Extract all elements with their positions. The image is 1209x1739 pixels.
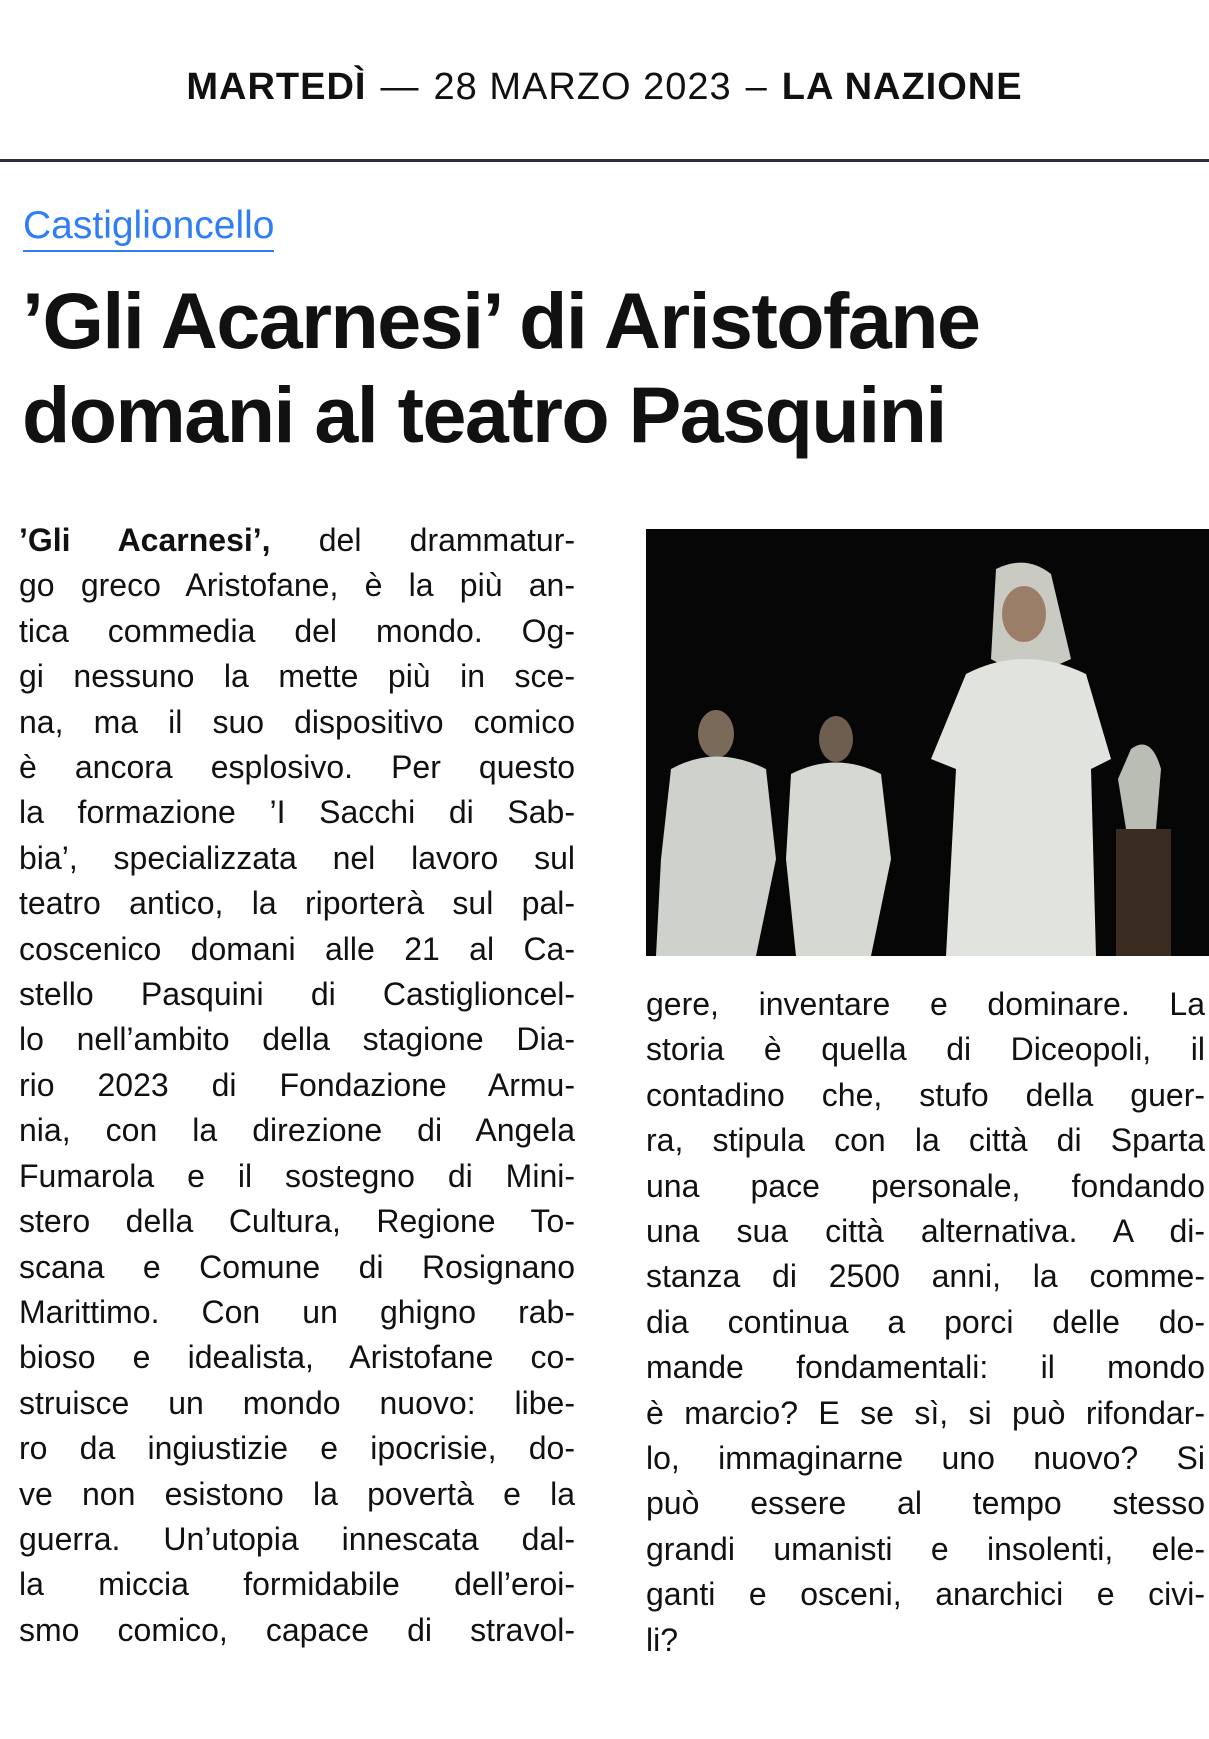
header-dash: – (745, 66, 768, 108)
body-text-line (19, 1517, 575, 1562)
actor-head (819, 716, 853, 762)
body-text: una pace personale, fondando (646, 1167, 1205, 1204)
body-text-line (19, 1017, 575, 1062)
actor-head (698, 710, 734, 758)
body-text-line (646, 1027, 1205, 1072)
body-text: go greco Aristofane, è la più an- (19, 567, 575, 604)
body-text: scana e Comune di Rosignano (19, 1248, 575, 1285)
body-text: gi nessuno la mette più in sce- (19, 658, 575, 695)
body-text-line (646, 1209, 1205, 1254)
body-text: dia continua a porci delle do- (646, 1303, 1205, 1340)
body-text-line (19, 790, 575, 835)
header-day: MARTEDÌ (186, 66, 367, 108)
header-dash: — (380, 66, 420, 108)
body-text-line (646, 1618, 1205, 1663)
body-text: bia’, specializzata nel lavoro sul (19, 839, 575, 876)
body-text: na, ma il suo dispositivo comico (19, 703, 575, 740)
body-text: ve non esistono la povertà e la (19, 1475, 575, 1512)
body-text-line (19, 836, 575, 881)
actor-standing-robe (931, 659, 1111, 956)
body-text: una sua città alternativa. A di- (646, 1213, 1205, 1250)
statue-pedestal (1116, 829, 1171, 956)
body-text-line (646, 1391, 1205, 1436)
body-text-line (19, 1608, 575, 1653)
body-text: stello Pasquini di Castiglioncel- (19, 976, 575, 1013)
body-text: lo nell’ambito della stagione Dia- (19, 1021, 575, 1058)
header-date: 28 MARZO 2023 (433, 66, 732, 108)
actor-seated-right (786, 763, 891, 957)
body-text-line (19, 1335, 575, 1380)
body-text-line (19, 609, 575, 654)
body-text-line (19, 654, 575, 699)
actor-seated-left (656, 757, 776, 957)
body-text-line (19, 1108, 575, 1153)
body-text-line (646, 1481, 1205, 1526)
body-text: ro da ingiustizie e ipocrisie, do- (19, 1430, 575, 1467)
page-header (0, 66, 1209, 109)
headline-line: ’Gli Acarnesi’ di Aristofane (22, 276, 980, 365)
body-text: del drammatur- (270, 522, 576, 558)
body-text: stanza di 2500 anni, la comme- (646, 1258, 1205, 1295)
body-text: è marcio? E se sì, si può rifondar- (646, 1394, 1205, 1431)
body-text-line (646, 1073, 1205, 1118)
body-text-line (19, 1426, 575, 1471)
body-text-line (19, 1562, 575, 1607)
header-paper-name: LA NAZIONE (781, 66, 1023, 108)
body-text-line (646, 1118, 1205, 1163)
body-text-line (19, 518, 575, 563)
body-text: li? (646, 1621, 679, 1658)
body-text: mande fondamentali: il mondo (646, 1349, 1205, 1386)
body-text: storia è quella di Diceopoli, il (646, 1031, 1205, 1068)
body-text-line (19, 1154, 575, 1199)
body-text-line (646, 1345, 1205, 1390)
body-text: teatro antico, la riporterà sul pal- (19, 885, 575, 922)
body-text: ganti e osceni, anarchici e civi- (646, 1576, 1205, 1613)
body-text-line (19, 927, 575, 972)
lead-bold-title: ’Gli Acarnesi’, (19, 522, 271, 558)
body-text-line (646, 1254, 1205, 1299)
body-text-line (646, 1300, 1205, 1345)
body-text-line (19, 1472, 575, 1517)
body-text-line (19, 1199, 575, 1244)
body-text-line (646, 1572, 1205, 1617)
body-text: Marittimo. Con un ghigno rab- (19, 1293, 575, 1330)
stage-photo-illustration (646, 529, 1209, 956)
body-text: può essere al tempo stesso (646, 1485, 1205, 1522)
body-text-line (646, 1527, 1205, 1572)
body-text-line (19, 700, 575, 745)
body-text: coscenico domani alle 21 al Ca- (19, 930, 575, 967)
headline-line: domani al teatro Pasquini (22, 370, 946, 459)
body-text: ra, stipula con la città di Sparta (646, 1122, 1205, 1159)
body-text: è ancora esplosivo. Per questo (19, 749, 575, 786)
body-text-line (19, 881, 575, 926)
actor-face (1002, 586, 1046, 642)
body-text: la formazione ’I Sacchi di Sab- (19, 794, 575, 831)
kicker-location: Castiglioncello (23, 204, 274, 252)
body-column-left (19, 518, 575, 1653)
body-text: smo comico, capace di stravol- (19, 1611, 575, 1648)
body-text-line (646, 982, 1205, 1027)
body-text-line (19, 1381, 575, 1426)
body-column-right (646, 982, 1205, 1663)
body-text: la miccia formidabile dell’eroi- (19, 1566, 575, 1603)
body-text: gere, inventare e dominare. La (646, 986, 1205, 1022)
body-text-line (19, 745, 575, 790)
body-text-line (19, 563, 575, 608)
header-rule (0, 159, 1209, 162)
body-text: contadino che, stufo della guer- (646, 1076, 1205, 1113)
body-text: grandi umanisti e insolenti, ele- (646, 1530, 1205, 1567)
body-text-line (19, 1290, 575, 1335)
body-text: guerra. Un’utopia innescata dal- (19, 1520, 575, 1557)
body-text-line (646, 1436, 1205, 1481)
body-text-line (19, 1245, 575, 1290)
body-text: bioso e idealista, Aristofane co- (19, 1339, 575, 1376)
body-text: lo, immaginarne uno nuovo? Si (646, 1440, 1205, 1477)
body-text-line (19, 972, 575, 1017)
body-text: nia, con la direzione di Angela (19, 1112, 575, 1149)
body-text: struisce un mondo nuovo: libe- (19, 1384, 575, 1421)
body-text-line (646, 1164, 1205, 1209)
body-text: stero della Cultura, Regione To- (19, 1203, 575, 1240)
body-text: Fumarola e il sostegno di Mini- (19, 1157, 575, 1194)
article-photo (646, 529, 1209, 956)
body-text: rio 2023 di Fondazione Armu- (19, 1066, 575, 1103)
body-text-line (19, 1063, 575, 1108)
headline (22, 274, 980, 462)
body-text: tica commedia del mondo. Og- (19, 612, 575, 649)
